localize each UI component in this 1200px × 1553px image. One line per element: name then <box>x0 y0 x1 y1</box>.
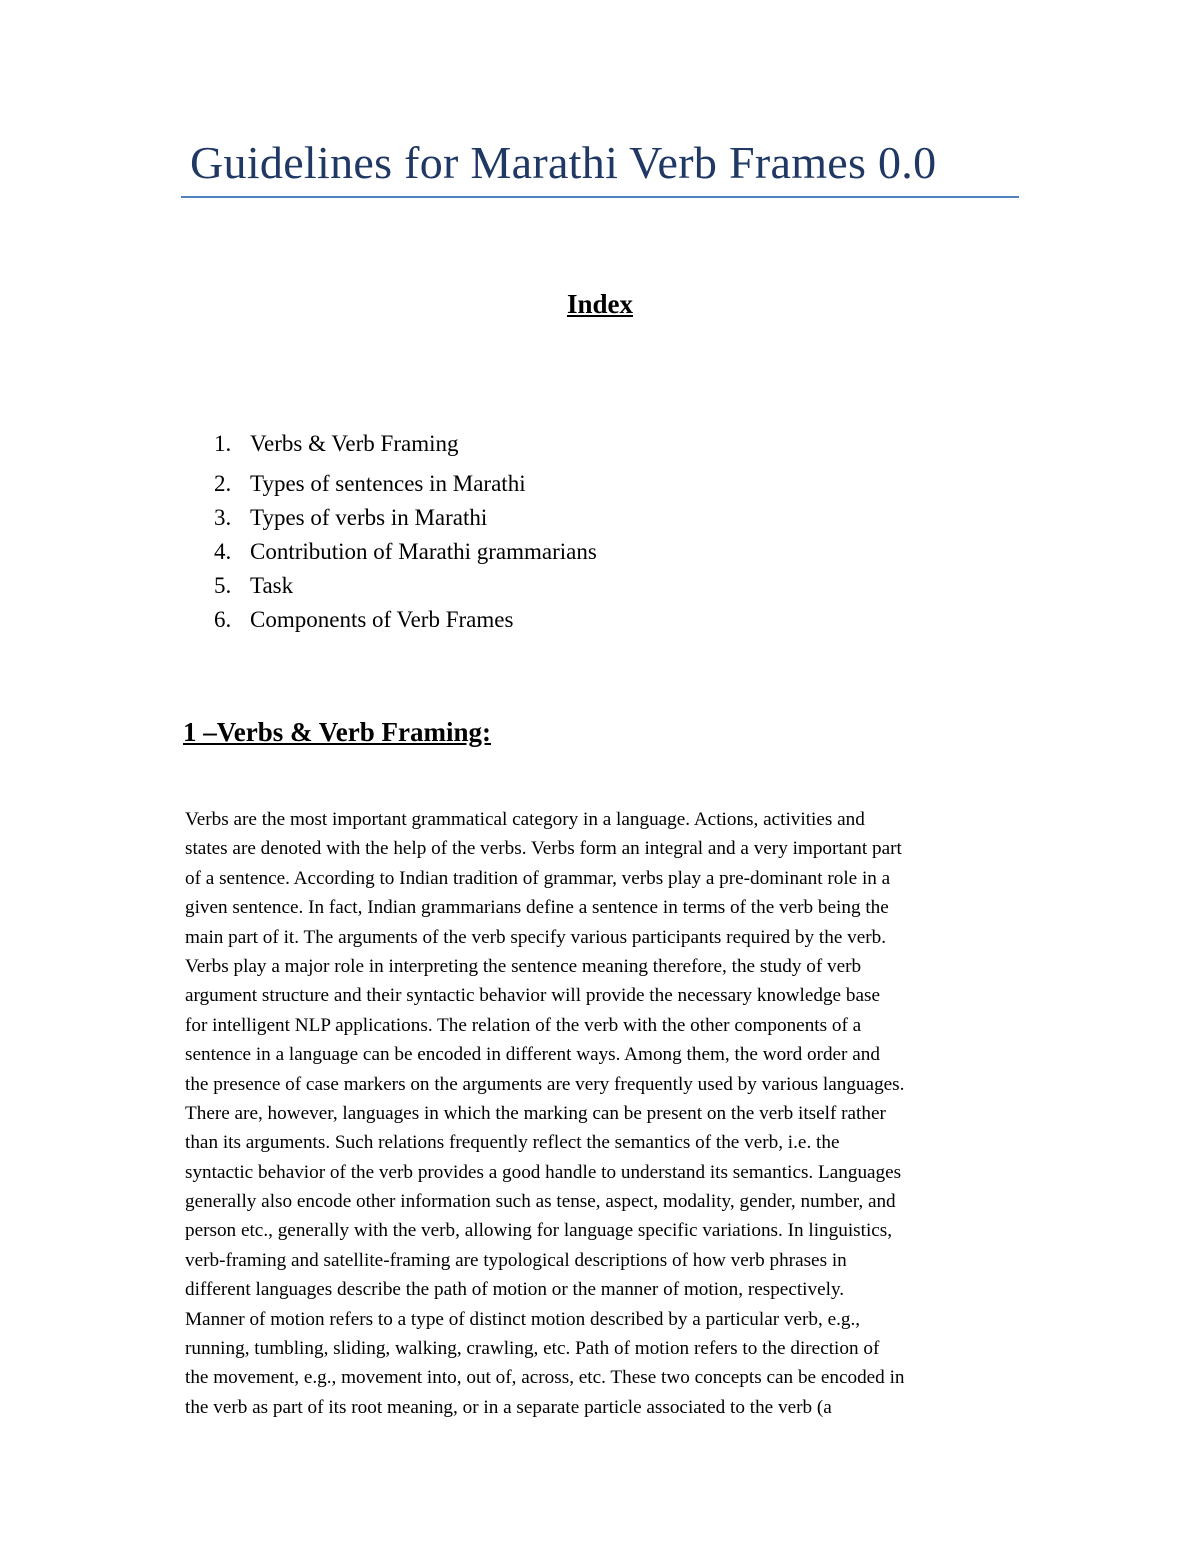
title-underline-rule <box>181 196 1019 198</box>
index-item <box>214 427 597 461</box>
section-heading-verbs: 1 –Verbs & Verb Framing: <box>183 717 491 747</box>
paragraph-line: person etc., generally with the verb, allowing for language specific variations. In linguistics, <box>185 1220 893 1242</box>
index-item-label: Types of verbs in Marathi <box>250 505 488 530</box>
paragraph-line: the movement, e.g., movement into, out of, across, etc. These two concepts can be encoded in <box>185 1367 905 1389</box>
index-item-label: Components of Verb Frames <box>250 607 514 632</box>
paragraph-line: given sentence. In fact, Indian grammarians define a sentence in terms of the verb being the <box>185 897 889 919</box>
paragraph-line: the presence of case markers on the arguments are very frequently used by various languages. <box>185 1073 905 1095</box>
index-list <box>214 427 597 637</box>
paragraph-line: sentence in a language can be encoded in different ways. Among them, the word order and <box>185 1044 880 1066</box>
paragraph-line: Verbs play a major role in interpreting the sentence meaning therefore, the study of verb <box>185 955 862 977</box>
index-item <box>214 569 597 603</box>
paragraph-line: running, tumbling, sliding, walking, crawling, etc. Path of motion refers to the direction of <box>185 1338 880 1360</box>
paragraph-line: Verbs are the most important grammatical category in a language. Actions, activities and <box>185 809 865 830</box>
paragraph-line: verb-framing and satellite-framing are typological descriptions of how verb phrases in <box>185 1249 847 1271</box>
paragraph-line: generally also encode other information such as tense, aspect, modality, gender, number, and <box>185 1191 896 1213</box>
paragraph-line: main part of it. The arguments of the verb specify various participants required by the verb. <box>185 926 887 948</box>
paragraph-line: for intelligent NLP applications. The relation of the verb with the other components of a <box>185 1014 862 1036</box>
index-item-number: 4. <box>214 539 232 564</box>
paragraph-line: different languages describe the path of motion or the manner of motion, respectively. <box>185 1279 845 1301</box>
paragraph-line: argument structure and their syntactic behavior will provide the necessary knowledge base <box>185 985 880 1007</box>
index-item-label: Verbs & Verb Framing <box>250 431 459 456</box>
index-item-number: 5. <box>214 573 232 598</box>
index-item <box>214 467 597 501</box>
document-title: Guidelines for Marathi Verb Frames 0.0 <box>190 137 937 188</box>
index-item-number: 3. <box>214 505 232 530</box>
paragraph-line: Manner of motion refers to a type of distinct motion described by a particular verb, e.g., <box>185 1308 861 1330</box>
index-item <box>214 603 597 637</box>
paragraph-line: There are, however, languages in which the marking can be present on the verb itself rather <box>185 1102 886 1124</box>
paragraph-line: than its arguments. Such relations frequently reflect the semantics of the verb, i.e. the <box>185 1132 840 1154</box>
index-item-label: Task <box>250 573 294 598</box>
index-item-number: 2. <box>214 471 232 496</box>
section-body-paragraph <box>185 805 1020 1422</box>
paragraph-line: of a sentence. According to Indian tradition of grammar, verbs play a pre-dominant role in a <box>185 867 891 889</box>
index-item-number: 6. <box>214 607 232 632</box>
index-item-label: Contribution of Marathi grammarians <box>250 539 597 564</box>
index-item-label: Types of sentences in Marathi <box>250 471 526 496</box>
paragraph-line: states are denoted with the help of the verbs. Verbs form an integral and a very important part <box>185 838 902 860</box>
paragraph-line: syntactic behavior of the verb provides a good handle to understand its semantics. Languages <box>185 1161 902 1183</box>
index-item <box>214 501 597 535</box>
index-heading: Index <box>566 289 634 319</box>
index-item <box>214 535 597 569</box>
paragraph-line: the verb as part of its root meaning, or in a separate particle associated to the verb (a <box>185 1396 832 1418</box>
index-item-number: 1. <box>214 431 232 456</box>
